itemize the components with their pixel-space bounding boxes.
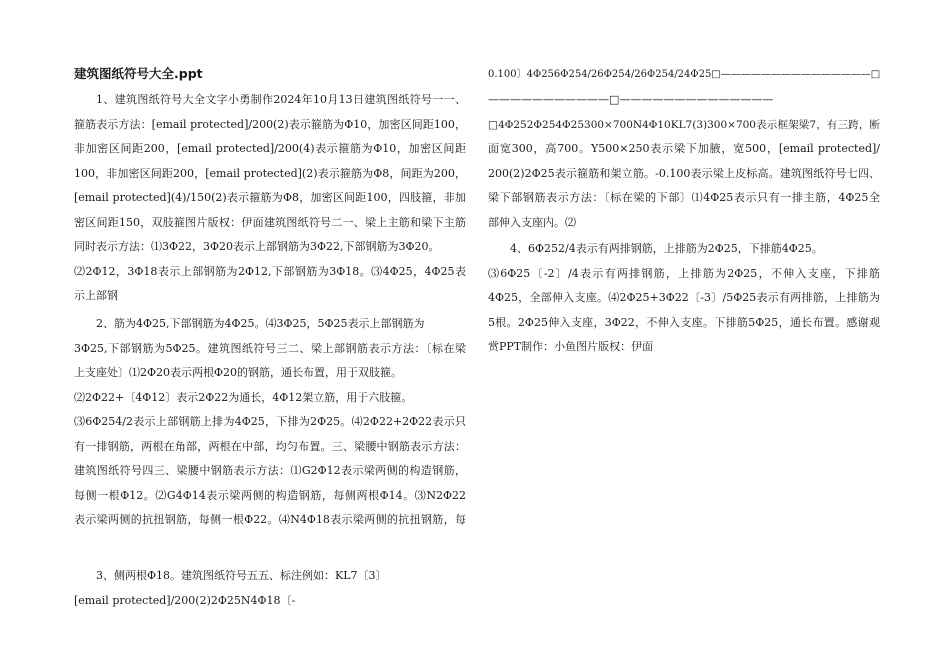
body-line: 同时表示方法：⑴3Φ22，3Φ20表示上部钢筋为3Φ22,下部钢筋为3Φ20。 <box>74 240 440 253</box>
body-line: 上支座处〕⑴2Φ20表示两根Φ20的钢筋，通长布置，用于双肢箍。 <box>74 366 403 379</box>
body-line: 表示梁两侧的抗扭钢筋，每侧一根Φ22。⑷N4Φ18表示梁两侧的抗扭钢筋，每 <box>74 513 466 526</box>
body-line: 2、筋为4Φ25,下部钢筋为4Φ25。⑷3Φ25，5Φ25表示上部钢筋为 <box>96 317 425 330</box>
body-line: 0.100〕4Φ256Φ254/26Φ254/26Φ254/24Φ25□———————————————□ <box>488 69 881 80</box>
body-line: 3Φ25,下部钢筋为5Φ25。建筑图纸符号三二、梁上部钢筋表示方法：〔标在梁 <box>74 342 466 355</box>
body-line: 建筑图纸符号四三、梁腰中钢筋表示方法：⑴G2Φ12表示梁两侧的构造钢筋， <box>74 464 466 477</box>
document-title: 建筑图纸符号大全.ppt <box>74 66 203 81</box>
body-line: 箍筋表示方法：[email protected]/200(2)表示箍筋为Φ10，加密区间距100， <box>74 118 466 131</box>
body-line: 每侧一根Φ12。⑵G4Φ14表示梁两侧的构造钢筋，每侧两根Φ14。⑶N2Φ22 <box>74 489 466 502</box>
body-line: □4Φ252Φ254Φ25300×700N4Φ10KL7(3)300×700表示框架梁7，有三跨，断 <box>488 119 880 131</box>
body-line: 5根。2Φ25伸入支座，3Φ22，不伸入支座。下排筋5Φ25，通长布置。感谢观 <box>488 316 880 329</box>
body-line: [email protected](4)/150(2)表示箍筋为Φ8，加密区间距100，四肢箍，非加 <box>74 191 466 204</box>
body-line: 赏PPT制作：小鱼图片版权：伊面 <box>488 340 654 353</box>
body-line: 有一排钢筋，两根在角部，两根在中部，均匀布置。三、梁腰中钢筋表示方法： <box>74 440 466 453</box>
body-line: ———————————□—————————————— <box>488 93 774 106</box>
body-line: 1、建筑图纸符号大全文字小勇制作2024年10月13日建筑图纸符号一一、 <box>96 93 466 106</box>
body-line: 非加密区间距200，[email protected]/200(4)表示箍筋为Φ10，加密区间距 <box>74 142 466 155</box>
body-line: 4Φ25，全部伸入支座。⑷2Φ25+3Φ22〔-3〕/5Φ25表示有两排筋，上排筋为 <box>488 291 880 304</box>
body-line: ⑵2Φ12，3Φ18表示上部钢筋为2Φ12,下部钢筋为3Φ18。⑶4Φ25，4Φ25表 <box>74 265 466 278</box>
body-line: 4、6Φ252/4表示有两排钢筋，上排筋为2Φ25，下排筋4Φ25。 <box>510 242 823 255</box>
body-line: 示上部钢 <box>74 289 118 302</box>
body-line: 面宽300，高700。Y500×250表示梁下加腋，宽500，[email protected]/ <box>488 142 880 155</box>
body-line: 200(2)2Φ25表示箍筋和架立筋。-0.100表示梁上皮标高。建筑图纸符号七四、 <box>488 167 880 180</box>
body-line: 梁下部钢筋表示方法：〔标在梁的下部〕⑴4Φ25表示只有一排主筋，4Φ25全 <box>488 191 880 204</box>
body-line: [email protected]/200(2)2Φ25N4Φ18〔- <box>74 594 296 607</box>
body-line: ⑵2Φ22+〔4Φ12〕表示2Φ22为通长，4Φ12架立筋，用于六肢箍。 <box>74 391 413 404</box>
body-line: 3、侧两根Φ18。建筑图纸符号五五、标注例如：KL7〔3〕 <box>96 569 387 582</box>
body-line: 密区间距150，双肢箍图片版权：伊面建筑图纸符号二一、梁上主筋和梁下主筋 <box>74 216 466 229</box>
body-line: 部伸入支座内。⑵ <box>488 216 576 229</box>
body-line: ⑶6Φ254/2表示上部钢筋上排为4Φ25，下排为2Φ25。⑷2Φ22+2Φ22表示只 <box>74 415 466 428</box>
body-line: 100，非加密区间距200，[email protected](2)表示箍筋为Φ8，间距为200， <box>74 167 466 180</box>
body-line: ⑶6Φ25〔-2〕/4表示有两排钢筋，上排筋为2Φ25，不伸入支座，下排筋 <box>488 267 880 280</box>
